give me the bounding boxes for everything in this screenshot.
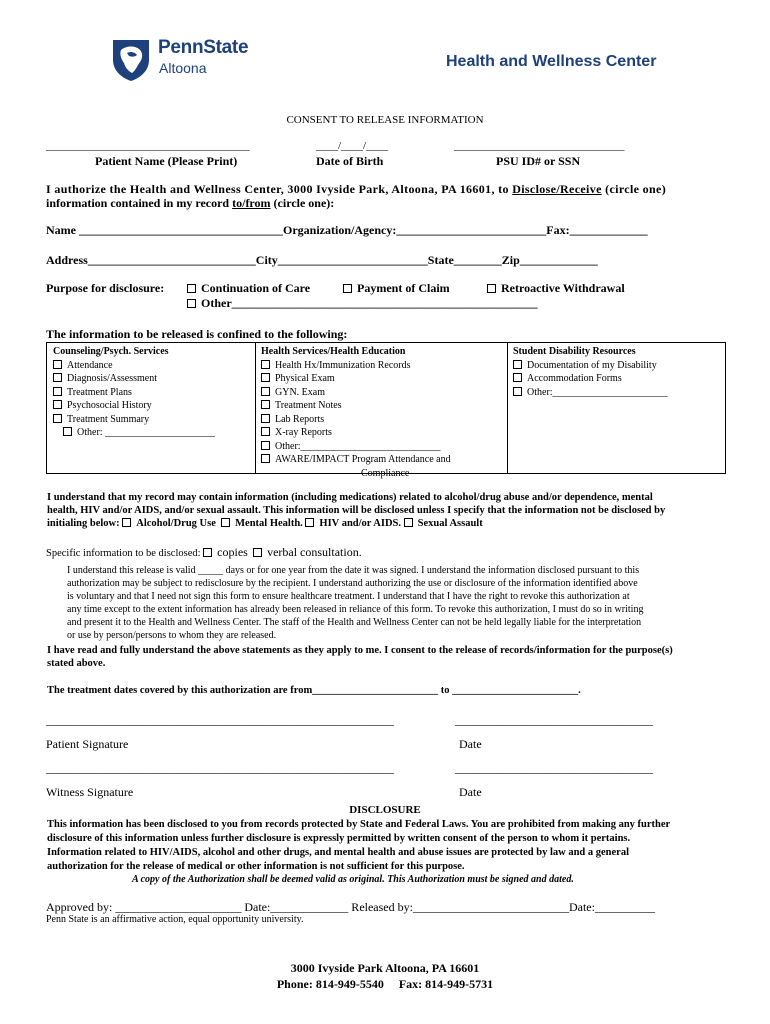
health-option[interactable]: Lab Reports bbox=[261, 413, 451, 427]
checkbox-icon bbox=[513, 360, 522, 369]
penn-state-shield-logo bbox=[110, 38, 152, 87]
checkbox-icon bbox=[261, 454, 270, 463]
disclose-receive-choice[interactable]: Disclose/Receive bbox=[512, 182, 602, 196]
center-name: Health and Wellness Center bbox=[446, 53, 657, 70]
counseling-title: Counseling/Psych. Services bbox=[53, 346, 169, 357]
purpose-continuation-checkbox[interactable]: Continuation of Care bbox=[187, 281, 310, 296]
health-option[interactable]: Other:____________________________ bbox=[261, 440, 451, 454]
address-row[interactable]: Address____________________________City_________________________State________Zip_____________ bbox=[46, 253, 598, 267]
disclosure-line: authorization for the release of medical or other information is not sufficient for this purpose. bbox=[47, 861, 465, 872]
checkbox-icon bbox=[53, 400, 62, 409]
purpose-other-checkbox[interactable]: Other___________________________________________________ bbox=[187, 296, 538, 311]
counseling-option[interactable]: Diagnosis/Assessment bbox=[53, 372, 215, 386]
copies-option[interactable]: copies bbox=[217, 545, 248, 559]
checkbox-icon bbox=[53, 373, 62, 382]
disclosure-line: Information related to HIV/AIDS, alcohol and other drugs, and mental health and abuse issues are protected by law and a general bbox=[47, 847, 630, 858]
alcohol-drug-checkbox[interactable]: Alcohol/Drug Use bbox=[122, 518, 216, 529]
column-divider bbox=[507, 343, 508, 473]
purpose-retroactive-checkbox[interactable]: Retroactive Withdrawal bbox=[487, 281, 625, 296]
statement-line: or use by person/persons to whom they are released. bbox=[67, 630, 277, 641]
checkbox-icon bbox=[53, 360, 62, 369]
psu-id-label: PSU ID# or SSN bbox=[496, 154, 581, 168]
counseling-option[interactable]: Psychosocial History bbox=[53, 399, 215, 413]
brand-name: PennState bbox=[158, 37, 249, 58]
affirmative-action-note: Penn State is an affirmative action, equal opportunity university. bbox=[46, 914, 304, 925]
disclosure-line: This information has been disclosed to you from records protected by State and Federal Laws. You are prohibited from making any further bbox=[47, 819, 671, 830]
checkbox-icon bbox=[253, 548, 262, 557]
disclosure-line: disclosure of this information unless further disclosure is expressly permitted by written consent of the person to whom it pertains. bbox=[47, 833, 631, 844]
disability-option[interactable]: Documentation of my Disability bbox=[513, 359, 668, 373]
footer-address: 3000 Ivyside Park Altoona, PA 16601 bbox=[290, 961, 480, 975]
patient-signature-line[interactable]: __________________________________________________________ bbox=[46, 713, 394, 727]
understand-line-1: I understand that my record may contain information (including medications) related to alcohol/drug abuse and/or dependence, mental bbox=[47, 492, 653, 503]
checkbox-icon bbox=[261, 373, 270, 382]
dob-field[interactable]: ____/____/____ bbox=[316, 140, 389, 152]
understand-line-2: health, HIV and/or AIDS, and/or sexual assault. This information will be disclosed unless I specify that the information not be disclosed by bbox=[47, 505, 666, 516]
disclosure-title: DISCLOSURE bbox=[349, 804, 421, 816]
approved-row[interactable]: Approved by: _____________________ Date:_____________ Released by:__________________________Date:__________ bbox=[46, 900, 655, 914]
checkbox-icon bbox=[513, 373, 522, 382]
checkbox-icon bbox=[261, 400, 270, 409]
statement-line: is voluntary and that I need not sign this form to ensure healthcare treatment. I understand that I have the right to revoke this authorization at bbox=[67, 591, 630, 602]
nittany-lion-shield-icon bbox=[110, 38, 152, 82]
checkbox-icon bbox=[187, 284, 196, 293]
health-services-column bbox=[261, 345, 451, 480]
statement-line: any time except to the extent information has already been released in reliance of this form. To revoke this authorization, I must do so in writing bbox=[67, 604, 644, 615]
disability-option[interactable]: Other:_______________________ bbox=[513, 386, 668, 400]
disclosure-italic: A copy of the Authorization shall be deemed valid as original. This Authorization must be signed and dated. bbox=[132, 874, 574, 885]
disability-option[interactable]: Accommodation Forms bbox=[513, 372, 668, 386]
to-from-choice[interactable]: to/from bbox=[232, 196, 271, 210]
authorize-line-1: I authorize the Health and Wellness Center, 3000 Ivyside Park, Altoona, PA 16601, to Disclose/Receive (circle one) bbox=[46, 182, 667, 196]
checkbox-icon bbox=[261, 387, 270, 396]
column-divider bbox=[255, 343, 256, 473]
checkbox-icon bbox=[404, 518, 413, 527]
health-option-continued: Compliance bbox=[361, 467, 410, 479]
checkbox-icon bbox=[261, 360, 270, 369]
counseling-option[interactable]: Attendance bbox=[53, 359, 215, 373]
footer-phone-fax: Phone: 814-949-5540 Fax: 814-949-5731 bbox=[276, 977, 494, 991]
dob-label: Date of Birth bbox=[316, 154, 384, 168]
statement-line: I understand this release is valid _____ days or for one year from the date it was signed. I understand the information disclosed pursuant to this bbox=[67, 565, 640, 576]
health-option[interactable]: AWARE/IMPACT Program Attendance and bbox=[261, 453, 451, 467]
checkbox-icon bbox=[261, 427, 270, 436]
checkbox-icon bbox=[122, 518, 131, 527]
statement-line: authorization may be subject to redisclosure by the recipient. I understand authorizing the use or disclosure of the information identified above bbox=[67, 578, 638, 589]
health-option[interactable]: GYN. Exam bbox=[261, 386, 451, 400]
authorize-line-2: information contained in my record to/from (circle one): bbox=[46, 196, 335, 210]
witness-signature-label: Witness Signature bbox=[46, 785, 134, 799]
counseling-other-option[interactable]: Other: ______________________ bbox=[53, 426, 215, 440]
checkbox-icon bbox=[261, 441, 270, 450]
counseling-column bbox=[53, 345, 215, 440]
sexual-assault-checkbox[interactable]: Sexual Assault bbox=[404, 518, 483, 529]
read-fully-line-2: stated above. bbox=[47, 658, 106, 669]
checkbox-icon bbox=[513, 387, 522, 396]
checkbox-icon bbox=[343, 284, 352, 293]
hiv-aids-checkbox[interactable]: HIV and/or AIDS. bbox=[305, 518, 401, 529]
witness-signature-line[interactable]: __________________________________________________________ bbox=[46, 761, 394, 775]
checkbox-icon bbox=[305, 518, 314, 527]
mental-health-checkbox[interactable]: Mental Health. bbox=[221, 518, 303, 529]
specific-info-row: Specific information to be disclosed: copies verbal consultation. bbox=[46, 545, 362, 559]
psu-id-field[interactable]: _______________________________ bbox=[454, 140, 625, 152]
checkbox-icon bbox=[487, 284, 496, 293]
checkbox-icon bbox=[203, 548, 212, 557]
checkbox-icon bbox=[221, 518, 230, 527]
health-option[interactable]: Physical Exam bbox=[261, 372, 451, 386]
witness-date-label: Date bbox=[459, 785, 482, 799]
disability-title: Student Disability Resources bbox=[513, 346, 636, 357]
purpose-payment-checkbox[interactable]: Payment of Claim bbox=[343, 281, 450, 296]
patient-signature-label: Patient Signature bbox=[46, 737, 129, 751]
witness-date-line[interactable]: _________________________________ bbox=[455, 761, 653, 775]
dates-covered-field[interactable]: The treatment dates covered by this authorization are from________________________ to ________________________. bbox=[47, 685, 581, 696]
checkbox-icon bbox=[53, 387, 62, 396]
verbal-option[interactable]: verbal consultation. bbox=[267, 545, 362, 559]
health-option[interactable]: X-ray Reports bbox=[261, 426, 451, 440]
statement-line: and present it to the Health and Wellness Center. The staff of the Health and Wellness Center can not be held legally liable for the interpretation bbox=[67, 617, 642, 628]
patient-name-field[interactable]: _____________________________________ bbox=[46, 140, 250, 152]
checkbox-icon bbox=[63, 427, 72, 436]
understand-line-3: initialing below: Alcohol/Drug Use Mental Health. HIV and/or AIDS. Sexual Assault bbox=[47, 518, 483, 529]
disability-column bbox=[513, 345, 668, 399]
checkbox-icon bbox=[53, 414, 62, 423]
campus-name: Altoona bbox=[159, 60, 207, 76]
checkbox-icon bbox=[187, 299, 196, 308]
purpose-label: Purpose for disclosure: bbox=[46, 281, 165, 295]
confined-heading: The information to be released is confined to the following: bbox=[46, 327, 348, 341]
patient-name-label: Patient Name (Please Print) bbox=[95, 154, 238, 168]
counseling-option[interactable]: Treatment Summary bbox=[53, 413, 215, 427]
health-option[interactable]: Health Hx/Immunization Records bbox=[261, 359, 451, 373]
health-services-title: Health Services/Health Education bbox=[261, 346, 406, 357]
counseling-option[interactable]: Treatment Plans bbox=[53, 386, 215, 400]
form-title: CONSENT TO RELEASE INFORMATION bbox=[286, 114, 484, 126]
health-option[interactable]: Treatment Notes bbox=[261, 399, 451, 413]
patient-date-label: Date bbox=[459, 737, 482, 751]
records-table bbox=[46, 342, 726, 479]
recipient-row[interactable]: Name __________________________________Organization/Agency:_________________________Fax:_____________ bbox=[46, 223, 648, 237]
checkbox-icon bbox=[261, 414, 270, 423]
patient-date-line[interactable]: _________________________________ bbox=[455, 713, 653, 727]
read-fully-line-1: I have read and fully understand the above statements as they apply to me. I consent to the release of records/information for the purpose(s) bbox=[47, 645, 673, 656]
